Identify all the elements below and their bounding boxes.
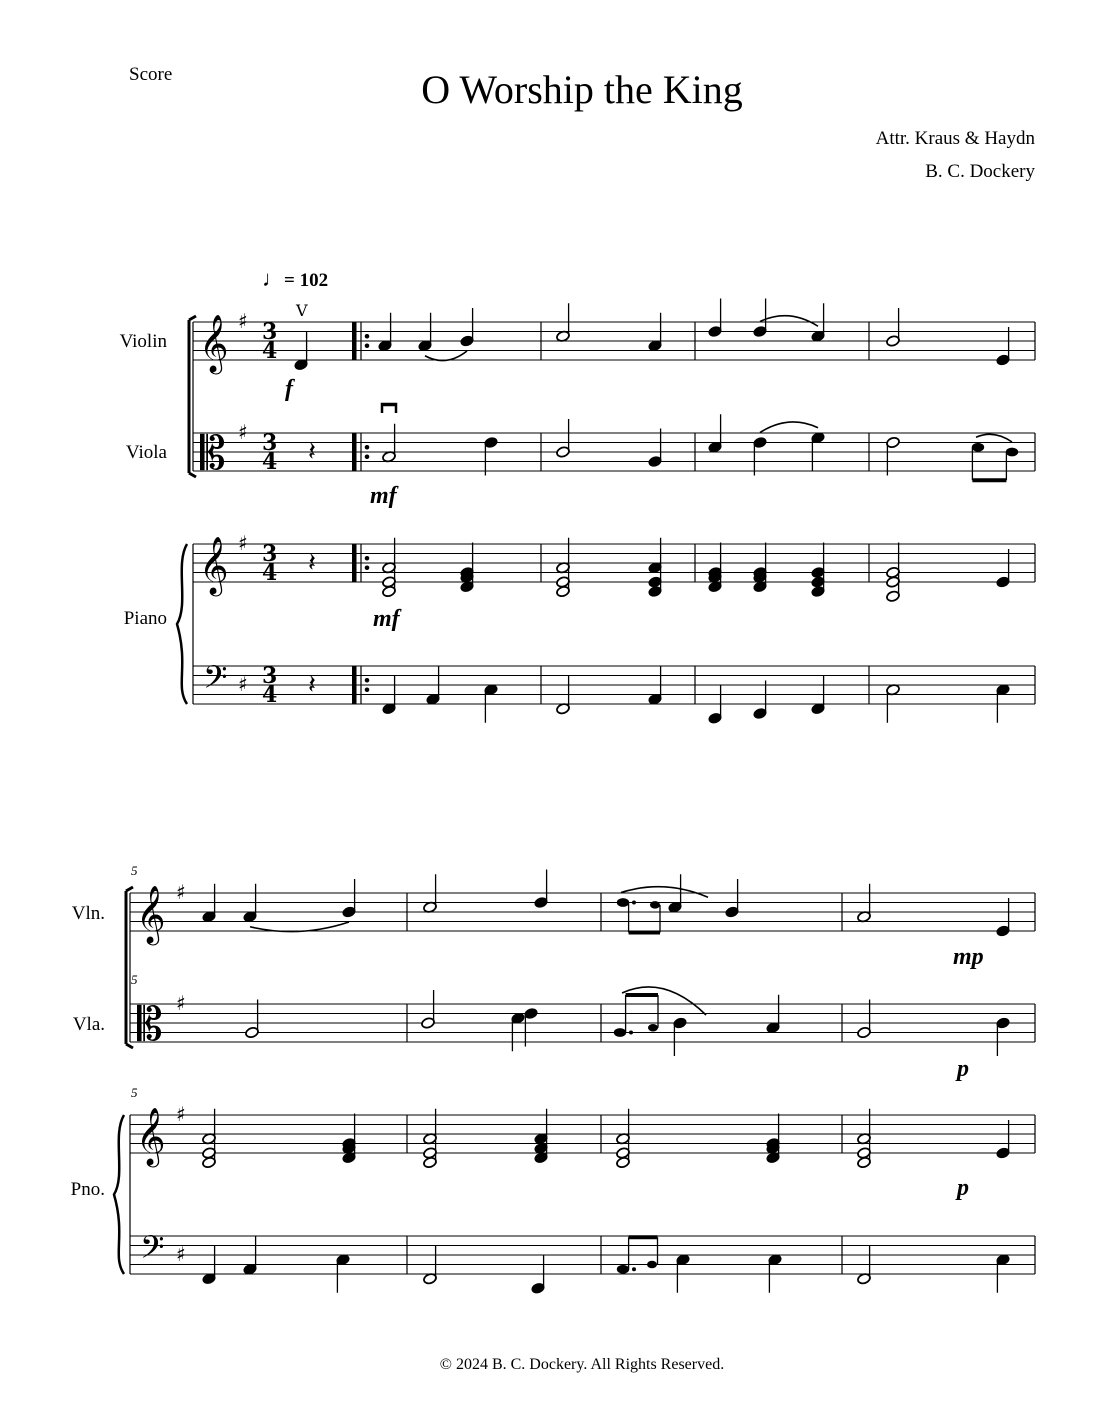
repeat-dot bbox=[365, 334, 370, 339]
arranger-credit: B. C. Dockery bbox=[925, 161, 1035, 182]
slur bbox=[622, 987, 706, 1015]
copyright-notice: © 2024 B. C. Dockery. All Rights Reserved. bbox=[439, 1356, 725, 1373]
repeat-dot bbox=[365, 445, 370, 450]
time-signature-top: 3 bbox=[262, 430, 278, 456]
repeat-dot bbox=[365, 565, 370, 570]
repeat-thick-bar bbox=[352, 544, 357, 582]
dotted-eighth-note bbox=[614, 1028, 626, 1037]
slur bbox=[760, 316, 818, 327]
measure-number: 5 bbox=[131, 1085, 138, 1100]
dynamic-violin: f bbox=[285, 376, 293, 402]
sixteenth-note bbox=[650, 901, 660, 909]
dot bbox=[632, 901, 636, 905]
dynamic-viola-2: p bbox=[957, 1056, 969, 1082]
dotted-eighth-note bbox=[617, 898, 629, 907]
repeat-thick-bar bbox=[352, 322, 357, 360]
slur bbox=[621, 887, 708, 898]
instrument-label-vln: Vln. bbox=[71, 903, 105, 924]
up-bow-icon: V bbox=[296, 301, 308, 320]
dynamic-viola: mf bbox=[370, 483, 397, 509]
time-signature-bottom: 4 bbox=[262, 338, 278, 364]
measure-number: 5 bbox=[131, 863, 138, 878]
repeat-dot bbox=[365, 556, 370, 561]
notation-glyphs bbox=[114, 299, 1035, 1295]
eighth-note bbox=[972, 443, 984, 452]
bass-clef: 𝄢 bbox=[140, 1229, 165, 1273]
dotted-eighth-note bbox=[617, 1265, 629, 1274]
repeat-thick-bar bbox=[352, 433, 357, 471]
tempo-value: = 102 bbox=[284, 270, 329, 291]
repeat-dot bbox=[365, 343, 370, 348]
dynamic-violin-2: mp bbox=[953, 944, 984, 970]
time-signature-bottom: 4 bbox=[262, 682, 278, 708]
quarter-rest: 𝄽 bbox=[308, 670, 316, 700]
dynamic-piano: mf bbox=[373, 606, 400, 632]
dynamic-piano-2: p bbox=[957, 1175, 969, 1201]
repeat-dot bbox=[365, 454, 370, 459]
quarter-rest: 𝄽 bbox=[308, 437, 316, 467]
quarter-rest: 𝄽 bbox=[308, 548, 316, 578]
bass-clef: 𝄢 bbox=[203, 659, 228, 703]
page-title: O Worship the King bbox=[421, 67, 743, 112]
instrument-label-violin: Violin bbox=[119, 331, 167, 352]
treble-clef: 𝄞 bbox=[136, 1107, 166, 1165]
alto-clef: 𝄡 bbox=[200, 426, 226, 480]
sixteenth-note bbox=[647, 1261, 657, 1269]
dot bbox=[629, 1031, 633, 1035]
key-signature-sharp: ♯ bbox=[176, 1102, 186, 1126]
piano-brace bbox=[177, 544, 187, 704]
treble-clef: 𝄞 bbox=[199, 536, 229, 594]
treble-clef: 𝄞 bbox=[199, 314, 229, 372]
alto-clef: 𝄡 bbox=[137, 997, 163, 1051]
time-signature-top: 3 bbox=[262, 319, 278, 345]
quarter-note-icon: ♩ bbox=[262, 266, 284, 291]
time-signature-top: 3 bbox=[262, 663, 278, 689]
key-signature-sharp: ♯ bbox=[176, 991, 186, 1015]
time-signature-top: 3 bbox=[262, 541, 278, 567]
measure-number: 5 bbox=[131, 972, 138, 987]
treble-clef: 𝄞 bbox=[136, 885, 166, 943]
key-signature-sharp: ♯ bbox=[238, 420, 248, 444]
slur bbox=[976, 434, 1012, 442]
instrument-label-piano: Piano bbox=[123, 608, 167, 629]
slur bbox=[425, 351, 467, 361]
repeat-dot bbox=[365, 678, 370, 683]
time-signature-bottom: 4 bbox=[262, 449, 278, 475]
instrument-label-vla: Vla. bbox=[72, 1014, 105, 1035]
instrument-label-pno: Pno. bbox=[70, 1179, 105, 1200]
key-signature-sharp: ♯ bbox=[176, 1242, 186, 1266]
repeat-thick-bar bbox=[352, 666, 357, 704]
key-signature-sharp: ♯ bbox=[238, 531, 248, 555]
instrument-label-viola: Viola bbox=[125, 442, 167, 463]
piano-brace bbox=[114, 1115, 124, 1274]
dot bbox=[632, 1267, 636, 1271]
repeat-dot bbox=[365, 687, 370, 692]
key-signature-sharp: ♯ bbox=[176, 880, 186, 904]
score-label: Score bbox=[129, 64, 173, 85]
key-signature-sharp: ♯ bbox=[238, 309, 248, 333]
time-signature-bottom: 4 bbox=[262, 560, 278, 586]
key-signature-sharp: ♯ bbox=[238, 672, 248, 696]
composer-credit: Attr. Kraus & Haydn bbox=[875, 128, 1035, 149]
slur bbox=[760, 422, 818, 433]
slur bbox=[250, 922, 349, 932]
eighth-note bbox=[1006, 448, 1018, 457]
down-bow-icon bbox=[382, 404, 396, 413]
sixteenth-note bbox=[648, 1024, 658, 1032]
